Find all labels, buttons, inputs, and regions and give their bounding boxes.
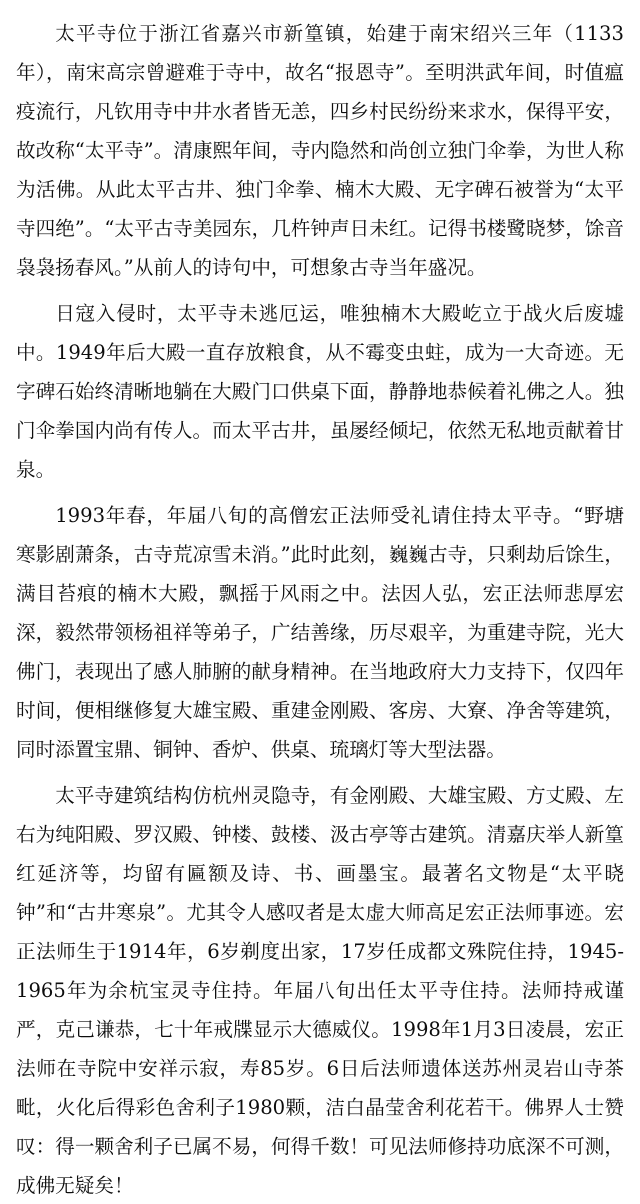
document-body bbox=[16, 14, 624, 1204]
paragraph: 太平寺建筑结构仿杭州灵隐寺，有金刚殿、大雄宝殿、方丈殿、左右为纯阳殿、罗汉殿、钟楼、鼓楼、汲古亭等古建筑。清嘉庆举人新篁红延济等，均留有匾额及诗、书、画墨宝。最著名文物是“太平晓钟”和“古井寒泉”。尤其令人感叹者是太虚大师高足宏正法师事迹。宏正法师生于1914年，6岁剃度出家，17岁任成都文殊院住持，1945-1965年为余杭宝灵寺住持。年届八旬出任太平寺住持。法师持戒谨严，克己谦恭，七十年戒牒显示大德威仪。1998年1月3日凌晨，宏正法师在寺院中安祥示寂，寿85岁。6日后法师遗体送苏州灵岩山寺茶毗，火化后得彩色舍利子1980颗，洁白晶莹舍利花若干。佛界人士赞叹：得一颗舍利子已属不易，何得千数！可见法师修持功底深不可测，成佛无疑矣！ bbox=[16, 784, 624, 1197]
paragraph: 日寇入侵时，太平寺未逃厄运，唯独楠木大殿屹立于战火后废墟中。1949年后大殿一直存放粮食，从不霉变虫蛀，成为一大奇迹。无字碑石始终清晰地躺在大殿门口供桌下面，静静地恭候着礼佛之人。独门伞拳国内尚有传人。而太平古井，虽屡经倾圮，依然无私地贡献着甘泉。 bbox=[16, 302, 624, 481]
paragraph: 太平寺位于浙江省嘉兴市新篁镇，始建于南宋绍兴三年（1133年），南宋高宗曾避难于寺中，故名“报恩寺”。至明洪武年间，时值瘟疫流行，凡钦用寺中井水者皆无恙，四乡村民纷纷来求水，保得平安，故改称“太平寺”。清康熙年间，寺内隐然和尚创立独门伞拳，为世人称为活佛。从此太平古井、独门伞拳、楠木大殿、无字碑石被誉为“太平寺四绝”。“太平古寺美园东，几杵钟声日未红。记得书楼鹭晓梦，馀音袅袅扬春风。”从前人的诗句中，可想象古寺当年盛况。 bbox=[16, 22, 624, 279]
paragraph: 1993年春，年届八旬的高僧宏正法师受礼请住持太平寺。“野塘寒影剧萧条，古寺荒凉雪未消。”此时此刻，巍巍古寺，只剩劫后馀生，满目苔痕的楠木大殿，飘摇于风雨之中。法因人弘，宏正法师悲厚宏深，毅然带领杨祖祥等弟子，广结善缘，历尽艰辛，为重建寺院，光大佛门，表现出了感人肺腑的献身精神。在当地政府大力支持下，仅四年时间，便相继修复大雄宝殿、重建金刚殿、客房、大寮、净舍等建筑，同时添置宝鼎、铜钟、香炉、供桌、琉璃灯等大型法器。 bbox=[16, 504, 624, 761]
